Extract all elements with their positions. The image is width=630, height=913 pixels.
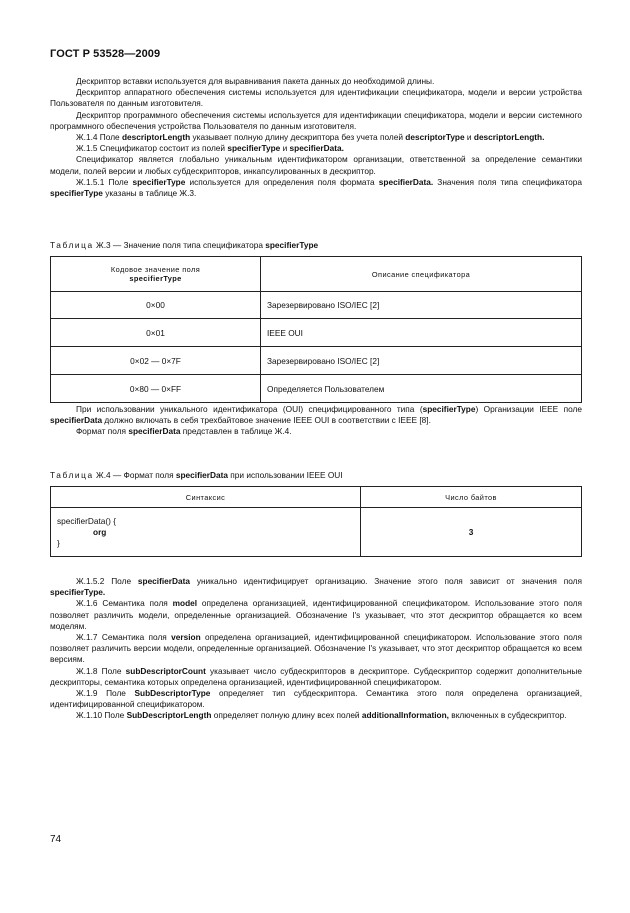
cell-description: Определяется Пользователем bbox=[261, 375, 582, 403]
text-fragment: Ж.1.8 Поле bbox=[76, 665, 126, 676]
paragraph-specifier-data bbox=[50, 576, 582, 598]
field-name: specifierType bbox=[50, 188, 103, 199]
table-row bbox=[51, 292, 582, 319]
table-specifier-type bbox=[50, 256, 582, 403]
text-fragment: Формат поля bbox=[76, 426, 129, 437]
paragraph-version bbox=[50, 632, 582, 666]
header-code-value bbox=[51, 257, 261, 292]
header-description: Описание спецификатора bbox=[261, 257, 582, 292]
text-fragment: определяет тип субдескриптора. Семантика этого поля определена организацией, идентифицированной спецификатором. bbox=[50, 688, 583, 710]
table3-caption bbox=[50, 240, 318, 250]
table4-caption bbox=[50, 470, 343, 480]
text-fragment: используется для определения поля формата bbox=[185, 176, 379, 187]
text-fragment: указывает полную длину дескриптора без учета полей bbox=[190, 132, 406, 143]
cell-bytes: 3 bbox=[361, 508, 582, 557]
text-fragment: определена организацией, идентифицированной спецификатором. Использование этого поля позволяет различить версии модели, определенные организацией. Обозначение I's указывает, что этот дескриптор обращается ко всем версиям. bbox=[50, 632, 582, 665]
field-name: specifierData bbox=[50, 415, 103, 426]
caption-field: specifierType bbox=[265, 240, 319, 250]
field-name: specifierType bbox=[422, 404, 476, 414]
field-name: SubDescriptorLength bbox=[126, 710, 212, 721]
paragraph-subdescriptor-count bbox=[50, 666, 582, 688]
syntax-line: org bbox=[93, 526, 107, 537]
field-name: model bbox=[172, 598, 198, 609]
field-name: specifierType. bbox=[50, 587, 106, 598]
text-fragment: Ж.1.6 Семантика поля bbox=[76, 598, 173, 609]
cell-description: IEEE OUI bbox=[261, 319, 582, 347]
table-specifier-data bbox=[50, 486, 582, 557]
paragraph-specifier-fields bbox=[50, 143, 582, 154]
field-name: specifierData. bbox=[289, 143, 344, 154]
field-name: SubDescriptorType bbox=[134, 688, 211, 699]
text-fragment: определяет полную длину всех полей bbox=[211, 710, 362, 721]
cell-syntax bbox=[51, 508, 361, 557]
text-fragment: Ж.1.9 Поле bbox=[76, 688, 135, 699]
field-name: specifierType bbox=[132, 176, 186, 187]
text-fragment: указывает число субдескрипторов в дескрипторе. Субдескриптор содержит дополнительные дескрипторы, семантика которых определена организацией, идентифицированной спецификатором. bbox=[50, 665, 582, 687]
cell-code: 0×80 — 0×FF bbox=[51, 375, 261, 403]
paragraph-subdescriptor-length bbox=[50, 710, 582, 721]
cell-description: Зарезервировано ISO/IEC [2] bbox=[261, 347, 582, 375]
cell-code: 0×01 bbox=[51, 319, 261, 347]
text-fragment: ) Организации IEEE поле bbox=[475, 404, 582, 414]
page-header-title: ГОСТ Р 53528—2009 bbox=[50, 48, 161, 60]
caption-label: Таблица bbox=[50, 240, 94, 250]
text-fragment: При использовании уникального идентификатора (OUI) специфицированного типа ( bbox=[76, 404, 423, 414]
field-name: specifierData. bbox=[378, 176, 434, 187]
paragraph-padding-descriptor: Дескриптор вставки используется для выравнивания пакета данных до необходимой длины. bbox=[76, 76, 435, 86]
table-row bbox=[51, 508, 582, 557]
page-number: 74 bbox=[50, 834, 62, 845]
syntax-line: } bbox=[57, 537, 60, 548]
header-line: Кодовое значение поля bbox=[110, 265, 201, 274]
table-header-row bbox=[51, 487, 582, 508]
intro-section bbox=[50, 76, 582, 199]
field-name: descriptorLength. bbox=[473, 132, 545, 143]
field-name: descriptorType bbox=[405, 132, 465, 143]
field-name: descriptorLength bbox=[121, 132, 191, 143]
text-fragment: представлен в таблице Ж.4. bbox=[180, 426, 292, 437]
cell-code: 0×02 — 0×7F bbox=[51, 347, 261, 375]
field-name: version bbox=[171, 632, 201, 643]
text-fragment: Ж.1.7 Семантика поля bbox=[76, 632, 172, 643]
caption-text: при использовании IEEE OUI bbox=[228, 470, 343, 480]
caption-text: Ж.3 — Значение поля типа спецификатора bbox=[93, 240, 266, 250]
paragraph-subdescriptor-type bbox=[50, 688, 582, 710]
caption-label: Таблица bbox=[50, 470, 94, 480]
text-fragment: должно включать в себя трехбайтовое значение IEEE OUI в соответствии с IEEE [8]. bbox=[102, 415, 431, 426]
header-bytes: Число байтов bbox=[361, 487, 582, 508]
paragraph-oui bbox=[50, 404, 582, 426]
text-fragment: и bbox=[280, 143, 290, 154]
text-fragment: Ж.1.4 Поле bbox=[76, 132, 122, 143]
cell-description: Зарезервировано ISO/IEC [2] bbox=[261, 292, 582, 319]
field-name: specifierType bbox=[227, 143, 281, 154]
header-syntax: Синтаксис bbox=[51, 487, 361, 508]
middle-section bbox=[50, 404, 582, 438]
field-name: subDescriptorCount bbox=[125, 665, 206, 676]
table-row bbox=[51, 347, 582, 375]
paragraph-specifier-definition: Спецификатор является глобально уникальным идентификатором организации, ответственной за определение семантики модели, полей версии и любых субдескрипторов, инкапсулированных в дескриптор. bbox=[50, 154, 582, 176]
cell-code: 0×00 bbox=[51, 292, 261, 319]
table-header-row bbox=[51, 257, 582, 292]
text-fragment: определена организацией, идентифицированной спецификатором. Использование этого поля позволяет различить модели, определенные организацией. Обозначение I's указывает, что этот дескриптор обращается ко всем моделям. bbox=[50, 598, 582, 631]
paragraph-format-ref bbox=[50, 426, 582, 437]
header-field: specifierType bbox=[129, 274, 182, 283]
paragraph-specifier-type bbox=[50, 177, 582, 199]
table-row bbox=[51, 375, 582, 403]
paragraph-software-descriptor: Дескриптор программного обеспечения системы используется для идентификации спецификатора, модели и версии системного программного обеспечения устройства Пользователя по данным изготовителя. bbox=[50, 109, 582, 131]
text-fragment: уникально идентифицирует организацию. Значение этого поля зависит от значения поля bbox=[190, 576, 582, 586]
paragraph-descriptor-length bbox=[50, 132, 582, 143]
text-fragment: Значения поля типа спецификатора bbox=[433, 176, 582, 187]
text-fragment: и bbox=[464, 132, 474, 143]
paragraph-hardware-descriptor: Дескриптор аппаратного обеспечения системы используется для идентификации спецификатора, модели и версии устройства Пользователя по данным изготовителя. bbox=[50, 87, 582, 109]
paragraph-model bbox=[50, 598, 582, 632]
text-fragment: Ж.1.10 Поле bbox=[76, 710, 127, 721]
text-fragment: включенных в субдескриптор. bbox=[449, 710, 567, 721]
text-fragment: Ж.1.5.1 Поле bbox=[76, 176, 133, 187]
table-row bbox=[51, 319, 582, 347]
text-fragment: Ж.1.5.2 Поле bbox=[76, 576, 138, 586]
text-fragment: Ж.1.5 Спецификатор состоит из полей bbox=[76, 143, 228, 154]
caption-text: Ж.4 — Формат поля bbox=[93, 470, 176, 480]
field-name: specifierData bbox=[128, 426, 181, 437]
field-name: specifierData bbox=[137, 576, 191, 586]
bottom-section bbox=[50, 576, 582, 722]
text-fragment: указаны в таблице Ж.3. bbox=[102, 188, 197, 199]
syntax-line: specifierData() { bbox=[57, 515, 117, 526]
caption-field: specifierData bbox=[175, 470, 228, 480]
field-name: additionalInformation, bbox=[361, 710, 449, 721]
